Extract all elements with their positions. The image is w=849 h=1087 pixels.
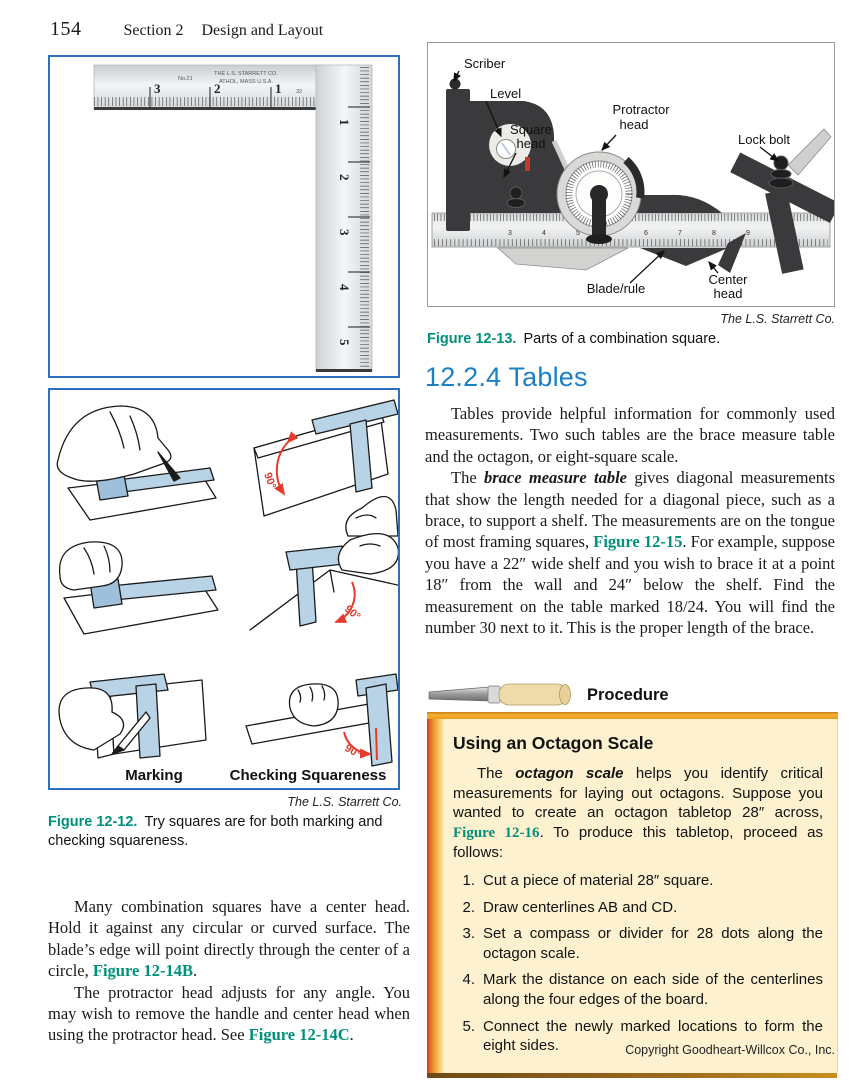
step-number: 5. — [462, 1017, 475, 1035]
step-text: Connect the newly marked locations to form the eight sides. — [483, 1017, 823, 1055]
body-text: . — [192, 961, 198, 981]
body-text: The — [451, 468, 484, 488]
figure-reference: Figure 12-14C — [248, 1025, 350, 1045]
body-text: The — [477, 765, 516, 782]
label-blade-rule: Blade/rule — [586, 281, 646, 296]
try-square-illustration — [50, 57, 398, 376]
figure-12-12-caption-text: Try squares are for both marking and checking squareness. — [48, 814, 383, 849]
paragraph — [48, 982, 410, 1046]
angle-label: 90° — [342, 742, 363, 761]
figure-12-13-caption-text: Parts of a combination square. — [523, 331, 721, 347]
paragraph — [48, 896, 410, 982]
label-protractor-head: Protractor — [612, 102, 670, 117]
blade-number: 8 — [712, 230, 716, 237]
body-text: The protractor head adjusts for any angle. You may wish to remove the handle and center head when using the protractor head. See — [48, 982, 410, 1045]
step-text: Mark the distance on each side of the centerlines along the four edges of the board. — [483, 971, 823, 1008]
figure-reference: Figure 12-15 — [593, 532, 683, 552]
procedure-feature — [427, 680, 838, 1073]
figure-12-13 — [427, 42, 835, 307]
panel-label-marking: Marking — [125, 767, 183, 784]
figure-12-12-caption-label: Figure 12-12. — [48, 814, 138, 830]
procedure-label: Procedure — [587, 685, 669, 704]
label-center-head: Center — [708, 272, 748, 287]
step-text: Cut a piece of material 28″ square. — [483, 871, 714, 889]
blade-number: 3 — [508, 230, 512, 237]
blade-number: 9 — [746, 230, 750, 237]
body-text: . To produce this tabletop, proceed as follows: — [453, 823, 823, 862]
blade-number: 4 — [542, 230, 546, 237]
blade-number: 5 — [576, 230, 580, 237]
key-term: octagon scale — [515, 765, 624, 782]
label-protractor-head-2: head — [619, 117, 649, 132]
section-heading: 12.2.4 Tables — [425, 362, 588, 392]
blade-end — [316, 369, 372, 372]
blade-number: 6 — [644, 230, 648, 237]
panel-marking-pencil — [59, 674, 206, 758]
step-number: 4. — [462, 971, 475, 989]
figure-reference: Figure 12-14B — [92, 961, 193, 981]
figure-try-square-photo — [48, 55, 400, 378]
section-title: Design and Layout — [201, 22, 324, 39]
protractor-turret — [586, 234, 612, 244]
procedure-step — [453, 898, 823, 918]
square-head-shoe — [498, 248, 628, 270]
procedure-intro — [453, 764, 823, 863]
blade-number: 7 — [678, 230, 682, 237]
step-number: 1. — [462, 871, 475, 889]
step-number: 3. — [462, 925, 475, 943]
try-square-usage-illustration — [50, 390, 398, 788]
scale-denominator: 32 — [296, 89, 303, 95]
step-text: Draw centerlines AB and CD. — [483, 898, 678, 916]
body-text: gives diagonal measurements that show the length needed for a diagonal piece, such as a brace, to support a shelf. The measurements are on the tongue of most framing squares, — [425, 468, 836, 552]
procedure-divider-bar — [427, 712, 838, 719]
body-text: helps you identify critical measurements for laying out octagons. Suppose you wanted to create an octagon tabletop 28″ across, — [453, 765, 823, 822]
body-text: . — [349, 1025, 354, 1045]
chisel-icon — [427, 682, 577, 708]
ruler-number: 3 — [154, 81, 161, 96]
center-head-lock-bolt — [769, 178, 793, 188]
procedure-step — [453, 970, 823, 1009]
brand-line2: ATHOL, MASS U.S.A. — [219, 79, 273, 85]
figure-12-12 — [48, 388, 400, 790]
procedure-step — [453, 871, 823, 891]
combination-square-illustration — [428, 43, 834, 306]
square-head-lock-bolt — [507, 199, 525, 208]
ruler-number: 2 — [337, 174, 352, 181]
center-head — [718, 129, 834, 274]
figure-reference: Figure 12-16 — [453, 824, 540, 841]
angle-label: 90° — [261, 470, 279, 491]
horizontal-blade — [94, 65, 320, 109]
step-number: 2. — [462, 898, 475, 916]
label-square-head: Square — [510, 122, 552, 137]
figure-12-12-caption — [48, 813, 404, 850]
brand-line1: THE L.S. STARRETT CO. — [214, 71, 278, 77]
section-label: Section 2 — [123, 22, 184, 39]
panel-check-end — [246, 674, 398, 766]
photo-credit: The L.S. Starrett Co. — [720, 312, 835, 326]
model-number: No.21 — [178, 76, 193, 82]
procedure-title: Using an Octagon Scale — [453, 733, 654, 753]
ruler-number: 4 — [337, 284, 352, 291]
panel-square-on-board — [60, 542, 218, 634]
label-square-head-2: head — [516, 136, 546, 151]
paragraph — [425, 467, 835, 638]
figure-12-13-caption-label: Figure 12-13. — [427, 331, 517, 347]
ruler-number: 2 — [214, 81, 221, 96]
panel-marking-scriber — [57, 406, 216, 520]
ruler-number: 1 — [275, 81, 282, 96]
starrett-label — [525, 157, 530, 171]
page-number: 154 — [50, 18, 82, 40]
body-text: Many combination squares have a center head. Hold it against any circular or curved surface. The blade’s edge will point directly through the center of a circle, — [48, 897, 410, 981]
left-column-body — [48, 896, 410, 1046]
procedure-step — [453, 924, 823, 963]
label-lock-bolt: Lock bolt — [738, 132, 791, 147]
panel-label-checking: Checking Squareness — [229, 767, 387, 784]
ruler-number: 5 — [337, 339, 352, 346]
tables-section — [425, 362, 835, 638]
step-text: Set a compass or divider for 28 dots along the octagon scale. — [483, 925, 823, 962]
protractor-shoe — [640, 248, 728, 266]
key-term: brace measure table — [484, 468, 627, 488]
section-header — [124, 22, 324, 39]
label-center-head-2: head — [713, 286, 743, 301]
ruler-number: 3 — [337, 229, 352, 236]
photo-credit: The L.S. Starrett Co. — [287, 795, 402, 809]
figure-12-13-caption — [427, 330, 837, 349]
blade-edge — [94, 107, 320, 110]
label-level: Level — [490, 86, 522, 101]
procedure-header — [427, 680, 838, 710]
angle-label: 90° — [342, 603, 363, 623]
octagon-scale-box — [427, 719, 838, 1073]
paragraph: Tables provide helpful information for commonly used measurements. Two such tables are the brace measure table and the octagon, or eight-square scale. — [425, 404, 835, 466]
panel-check-edge — [254, 400, 398, 536]
running-head — [50, 18, 810, 41]
ruler-number: 1 — [337, 119, 352, 126]
panel-check-corner — [250, 534, 398, 630]
copyright-line: Copyright Goodheart-Willcox Co., Inc. — [625, 1043, 835, 1057]
body-text: . For example, suppose you have a 22″ wide shelf and you wish to brace it at a point 18″ from the wall and 24″ below the shelf. Find the measurement on the table marked 18/24. You will find the number 30 next to it. This is the proper length of the brace. — [425, 532, 835, 638]
label-scriber: Scriber — [464, 56, 506, 71]
